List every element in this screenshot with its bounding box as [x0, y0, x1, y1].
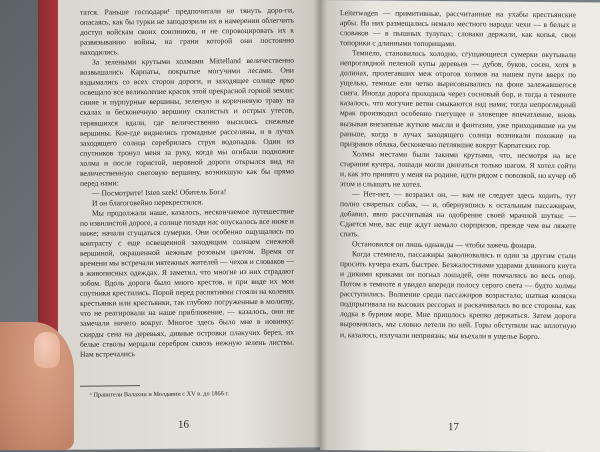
paragraph: Холмы местами были такими крутыми, что, несмотря на все старания кучера, лошади могли двигаться только шагом. Я хотел сойти и, как это принято у меня на родине, идти рядом с повозкой, но кучер об этом и слышать не хотел.: [340, 148, 576, 189]
paragraph: Остановился он лишь однажды — чтобы зажечь фонари.: [352, 239, 537, 250]
paragraph: татся. Раньше господари¹ предпочитали не тянуть доро-ги, опасаясь, как бы турки не заподозрили их в намерении облегчить доступ войскам своих союзников, и не спровоцировать их к развязыванию войны, на грани которой они постоянно находились.: [80, 5, 294, 57]
paragraph: За зелеными крутыми холмами Mittelland величественно возвышались Карпаты, покрытые могучими лесами. Они вздымались со всех сторон дороги, и заходящее солнце ярко освещало все великолепие красок этой прекрасной горной земли: синие и пурпурные вершины, зеленую и коричневую траву на скалах и бесконечную вершину скалистых и острых утесов, терявшихся вдали, где величественно высились снежные вершины. Кое-где виднелись громадные расселины, и в лучах заходящего солнца серебрилась струя водопадов. Один из спутников тронул меня за руку, когда мы огибали подножие холма и после гористой, неровной дороги открылся вид на величественную снеговую вершину, возникшую как бы прямо перед нами:: [80, 55, 294, 188]
thumbnail-nail: [34, 332, 60, 368]
footnote: ¹ Правители Валахии и Молдавии с XV в. до 1866 г.: [90, 390, 229, 399]
left-page-number: 16: [178, 418, 189, 431]
paragraph: Leiterwagen — примитивные, рассчитанные на ухабы крестьянские арбы. На них размещались немало местного народа: чехи — в белых и словаков — в пышных тулупах; словаки держали, как копья, свои топорики с длинными топорищами.: [340, 8, 576, 49]
paragraph: Темнело, становилось холодно, сгущающиеся сумерки окутывали непроглядной пеленой купы деревьев — дубов, буков, сосен, хотя в долинах, пролегавших меж отрогов холмов на нашем пути вверх по ущелью, темные ели четко вырисовывались на фоне залежавшегося снега. Иногда дорога проходила через сосновый бор, и тогда в темноте казалось, что могучие ветви смыкаются над нами; тогда непроглядный мрак производил особенно гнетущее и зловещее впечатление, вновь вызывая внезапные жуткие мысли и фантазии, уже приходившие на ум раньше, когда в лучах заходящего солнца возникали похожие на призраков облака, бесконечно петлявшие вокруг Карпатских гор.: [340, 48, 576, 150]
open-book: [58, 0, 600, 450]
footnote-rule: [80, 385, 140, 387]
paragraph: Когда стемнело, пассажиры заволновались и один за другим стали просить кучера ехать быстрее. Безжалостными ударами длинного кнута и дикими криками он погнал лошадей, они помчались во весь опор. Потом в темноте я увидел впереди полосу серого света — будто холмы расступились. Волнение среди пассажиров возрастало; шаткая коляска подпрыгивала на высоких рессорах и раскачивалась во все стороны, как лодка в бурном море. Мне пришлось крепко держаться. Затем дорога выровнялась, мы словно летели по ней. Горы обступили нас вплотную и, казалось, излучали неприязнь: мы въехали в ущелье Борго.: [340, 249, 576, 341]
left-page: [58, 0, 320, 450]
right-page-number: 17: [448, 421, 459, 434]
paragraph: Мы продолжали наше, казалось, нескончаемое путешествие по извилистой дороге, а солнце позади нас опускалось все ниже и ниже; начали сгущаться сумерки. Они особенно ощущались по контрасту с еще освещенной заходящим солнцем снежной вершиной, окрашенной нежным розовым цветом. Время от времени мы встречали мятежных жителей — чехов и словаков — в живописных одеждах. Я заметил, что многие из них страдают зобом. Вдоль дороги было много крестов, и при виде их мои спутники крестились. Порой перед распятиями стояли на коленях крестьянки или крестьянки, так глубоко погруженные в молитву, что не реагировали на наше приближение, — казалось, они не замечали ничего вокруг. Многое здесь было мне в новинку: скирды сена на деревьях, дивные островки плакучих берез, их белые стволы мерцали серебром сквозь нежную зелень листвы. Нам встречались: [80, 206, 294, 359]
right-page-text: [340, 8, 576, 342]
book-gutter: [313, 0, 327, 450]
paragraph: — Нет-нет, — возразил он, — вам не следует здесь ходить, тут полно свирепых собак, — и, обернувшись к остальным пассажирам, добавил, явно рассчитывая на одобрение своей мрачной шутки: — Сдается мне, вас еще ждут немало сюрпризов, прежде чем вы ляжете спать.: [340, 189, 576, 239]
left-page-text: [80, 6, 294, 360]
paragraph: — Посмотрите! Isten szek! Обитель Бога!: [92, 187, 227, 198]
paragraph: И он благоговейно перекрестился.: [92, 197, 204, 208]
right-page: [320, 0, 600, 452]
